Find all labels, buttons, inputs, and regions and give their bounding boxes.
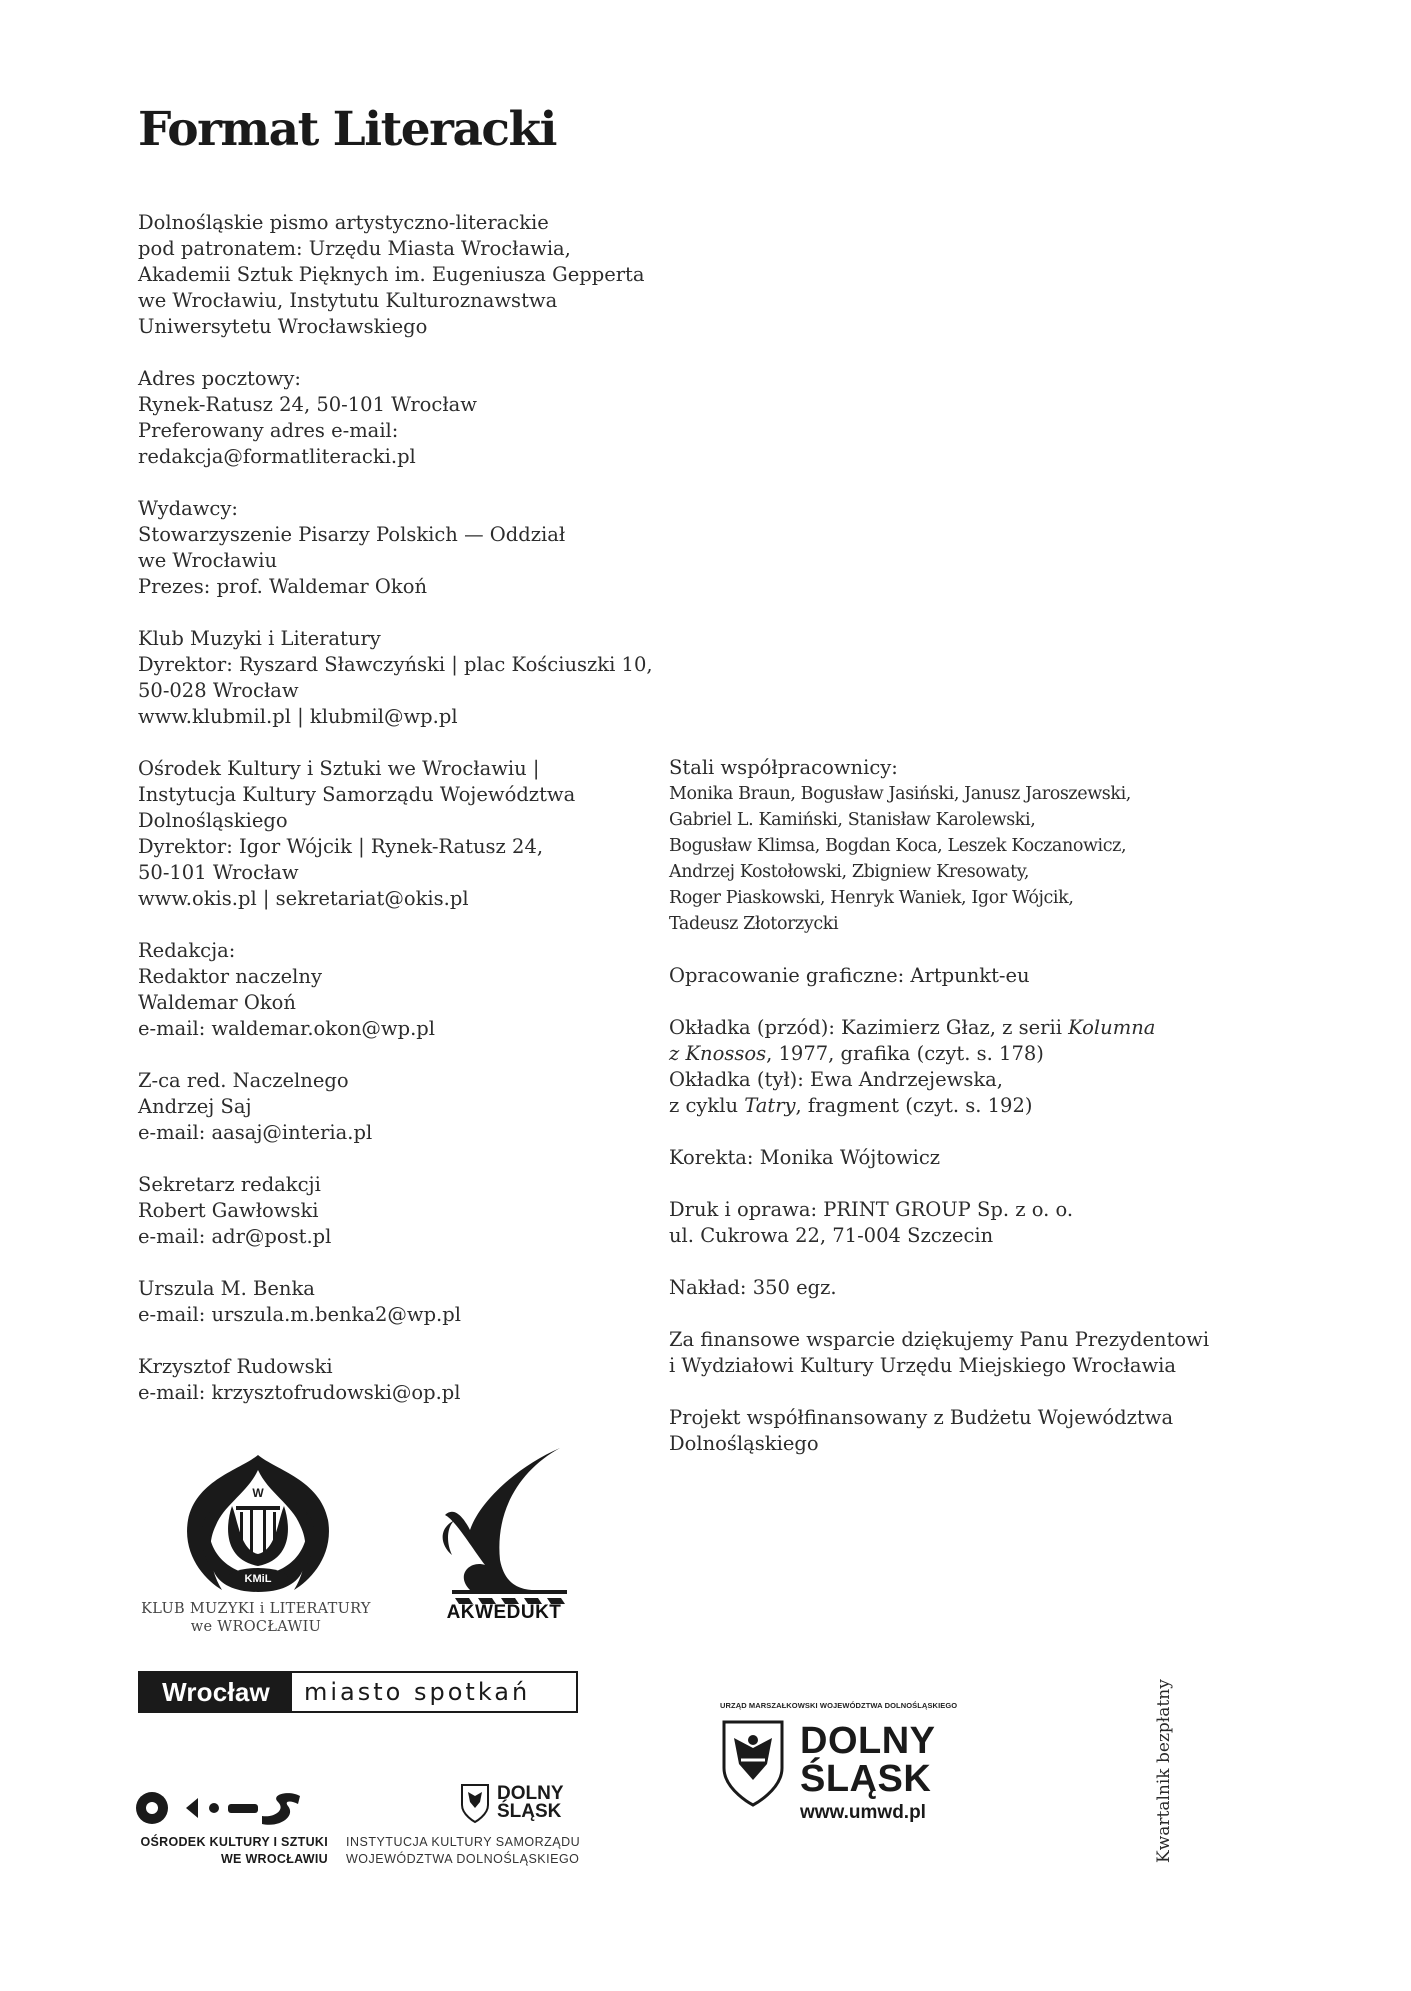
okis-caption-line: OŚRODEK KULTURY I SZTUKI xyxy=(140,1835,328,1849)
info-line: Prezes: prof. Waldemar Okoń xyxy=(138,575,428,598)
dolny-slask-large-line: DOLNY xyxy=(800,1720,936,1762)
circulation-text: Nakład: 350 egz. xyxy=(669,1276,837,1299)
cover-back-line: Okładka (tył): Ewa Andrzejewska, xyxy=(669,1068,1003,1091)
info-line: Robert Gawłowski xyxy=(138,1199,319,1222)
akwedukt-caption: AKWEDUKT xyxy=(446,1602,562,1623)
institution-caption-line: WOJEWÓDZTWA DOLNOŚLĄSKIEGO xyxy=(346,1852,580,1866)
info-line: Instytucja Kultury Samorządu Województwa xyxy=(138,783,576,806)
info-line: Krzysztof Rudowski xyxy=(138,1355,333,1378)
dolny-slask-small-text xyxy=(497,1785,564,1821)
info-line: Redakcja: xyxy=(138,939,236,962)
info-line: 50-101 Wrocław xyxy=(138,861,299,884)
magazine-title: Format Literacki xyxy=(138,102,556,157)
info-line: Dyrektor: Ryszard Sławczyński | plac Kościuszki 10, xyxy=(138,653,653,676)
okis-caption-line: WE WROCŁAWIU xyxy=(220,1852,328,1866)
wroclaw-slogan: miasto spotkań xyxy=(304,1678,531,1706)
cover-back-prefix: z cyklu xyxy=(669,1094,745,1117)
info-line: Waldemar Okoń xyxy=(138,991,296,1014)
dolny-slask-large-shield-icon xyxy=(724,1722,782,1805)
info-line: Rynek-Ratusz 24, 50-101 Wrocław xyxy=(138,393,477,416)
info-line: Dolnośląskiego xyxy=(138,809,288,832)
kmil-logo-icon xyxy=(187,1455,329,1592)
info-line: Dolnośląskie pismo artystyczno-literackie xyxy=(138,211,549,234)
cover-back-suffix: , fragment (czyt. s. 192) xyxy=(795,1094,1033,1117)
info-line: Z-ca red. Naczelnego xyxy=(138,1069,349,1092)
info-line: e-mail: waldemar.okon@wp.pl xyxy=(138,1017,436,1040)
info-line: Dyrektor: Igor Wójcik | Rynek-Ratusz 24, xyxy=(138,835,544,858)
collaborators-line: Gabriel L. Kamiński, Stanisław Karolewski, xyxy=(669,810,1036,830)
info-line: Preferowany adres e-mail: xyxy=(138,419,399,442)
cover-front-suffix: , 1977, grafika (czyt. s. 178) xyxy=(766,1042,1044,1065)
klub-caption-line: we WROCŁAWIU xyxy=(190,1619,322,1635)
info-line: www.okis.pl | sekretariat@okis.pl xyxy=(138,887,469,910)
okis-caption xyxy=(126,1834,328,1868)
proofreading-text: Korekta: Monika Wójtowicz xyxy=(669,1146,941,1169)
umwd-url: www.umwd.pl xyxy=(800,1802,926,1823)
institution-caption-line: INSTYTUCJA KULTURY SAMORZĄDU xyxy=(346,1835,581,1849)
kmil-mark-text: KMiL xyxy=(244,1573,272,1585)
wroclaw-city-label: Wrocław xyxy=(140,1673,292,1711)
info-line: Sekretarz redakcji xyxy=(138,1173,321,1196)
umwd-header: URZĄD MARSZAŁKOWSKI WOJEWÓDZTWA DOLNOŚLĄSKIEGO xyxy=(720,1701,958,1710)
info-line: Ośrodek Kultury i Sztuki we Wrocławiu | xyxy=(138,757,540,780)
print-line: Druk i oprawa: PRINT GROUP Sp. z o. o. xyxy=(669,1198,1074,1221)
info-line: pod patronatem: Urzędu Miasta Wrocławia, xyxy=(138,237,571,260)
collaborators-line: Monika Braun, Bogusław Jasiński, Janusz Jaroszewski, xyxy=(669,784,1131,804)
info-line: www.klubmil.pl | klubmil@wp.pl xyxy=(138,705,458,728)
collaborators-line: Andrzej Kostołowski, Zbigniew Kresowaty, xyxy=(669,862,1030,882)
akwedukt-swan-icon xyxy=(443,1448,567,1604)
cover-front-series: Kolumna xyxy=(1068,1016,1156,1039)
info-line: e-mail: adr@post.pl xyxy=(138,1225,332,1248)
collaborators-line: Bogusław Klimsa, Bogdan Koca, Leszek Koczanowicz, xyxy=(669,836,1127,856)
info-line: Klub Muzyki i Literatury xyxy=(138,627,381,650)
info-line: 50-028 Wrocław xyxy=(138,679,299,702)
institution-caption xyxy=(346,1834,596,1868)
klub-caption xyxy=(136,1600,376,1636)
info-line: Wydawcy: xyxy=(138,497,238,520)
info-line: Stowarzyszenie Pisarzy Polskich — Oddział xyxy=(138,523,566,546)
info-line: we Wrocławiu xyxy=(138,549,278,572)
thanks-line: Za finansowe wsparcie dziękujemy Panu Prezydentowi xyxy=(669,1328,1210,1351)
info-line: Urszula M. Benka xyxy=(138,1277,315,1300)
dolny-slask-large-text xyxy=(800,1722,936,1798)
cover-back-cycle: Tatry xyxy=(744,1094,796,1117)
dolny-slask-small-shield-icon xyxy=(462,1785,488,1822)
cofinanced-line: Dolnośląskiego xyxy=(669,1432,819,1455)
thanks-line: i Wydziałowi Kultury Urzędu Miejskiego Wrocławia xyxy=(669,1354,1177,1377)
collaborators-line: Tadeusz Złotorzycki xyxy=(669,914,839,934)
collaborators-label: Stali współpracownicy: xyxy=(669,756,898,779)
info-line: e-mail: urszula.m.benka2@wp.pl xyxy=(138,1303,461,1326)
info-line: Redaktor naczelny xyxy=(138,965,322,988)
info-line: Adres pocztowy: xyxy=(138,367,301,390)
dolny-slask-large-line: ŚLĄSK xyxy=(800,1758,932,1800)
info-line: Akademii Sztuk Pięknych im. Eugeniusza Gepperta xyxy=(138,263,645,286)
klub-caption-line: KLUB MUZYKI i LITERATURY xyxy=(141,1601,371,1617)
info-line: e-mail: krzysztofrudowski@op.pl xyxy=(138,1381,461,1404)
dolny-slask-small-line: DOLNY xyxy=(497,1783,564,1804)
kmil-w-mark: W xyxy=(252,1486,264,1500)
cover-front-prefix: Okładka (przód): Kazimierz Głaz, z serii xyxy=(669,1016,1069,1039)
okis-logo-icon xyxy=(136,1792,300,1825)
print-line: ul. Cukrowa 22, 71-004 Szczecin xyxy=(669,1224,994,1247)
info-line: e-mail: aasaj@interia.pl xyxy=(138,1121,373,1144)
cover-front-series-cont: z Knossos xyxy=(669,1042,767,1065)
info-line: we Wrocławiu, Instytutu Kulturoznawstwa xyxy=(138,289,558,312)
wroclaw-banner xyxy=(138,1671,578,1713)
free-quarterly-note: Kwartalnik bezpłatny xyxy=(1154,1679,1174,1863)
cofinanced-line: Projekt współfinansowany z Budżetu Województwa xyxy=(669,1406,1174,1429)
collaborators-line: Roger Piaskowski, Henryk Waniek, Igor Wójcik, xyxy=(669,888,1074,908)
info-line: redakcja@formatliteracki.pl xyxy=(138,445,416,468)
graphic-design-text: Opracowanie graficzne: Artpunkt-eu xyxy=(669,964,1030,987)
info-line: Uniwersytetu Wrocławskiego xyxy=(138,315,428,338)
dolny-slask-small-line: ŚLĄSK xyxy=(497,1801,562,1822)
info-line: Andrzej Saj xyxy=(138,1095,252,1118)
